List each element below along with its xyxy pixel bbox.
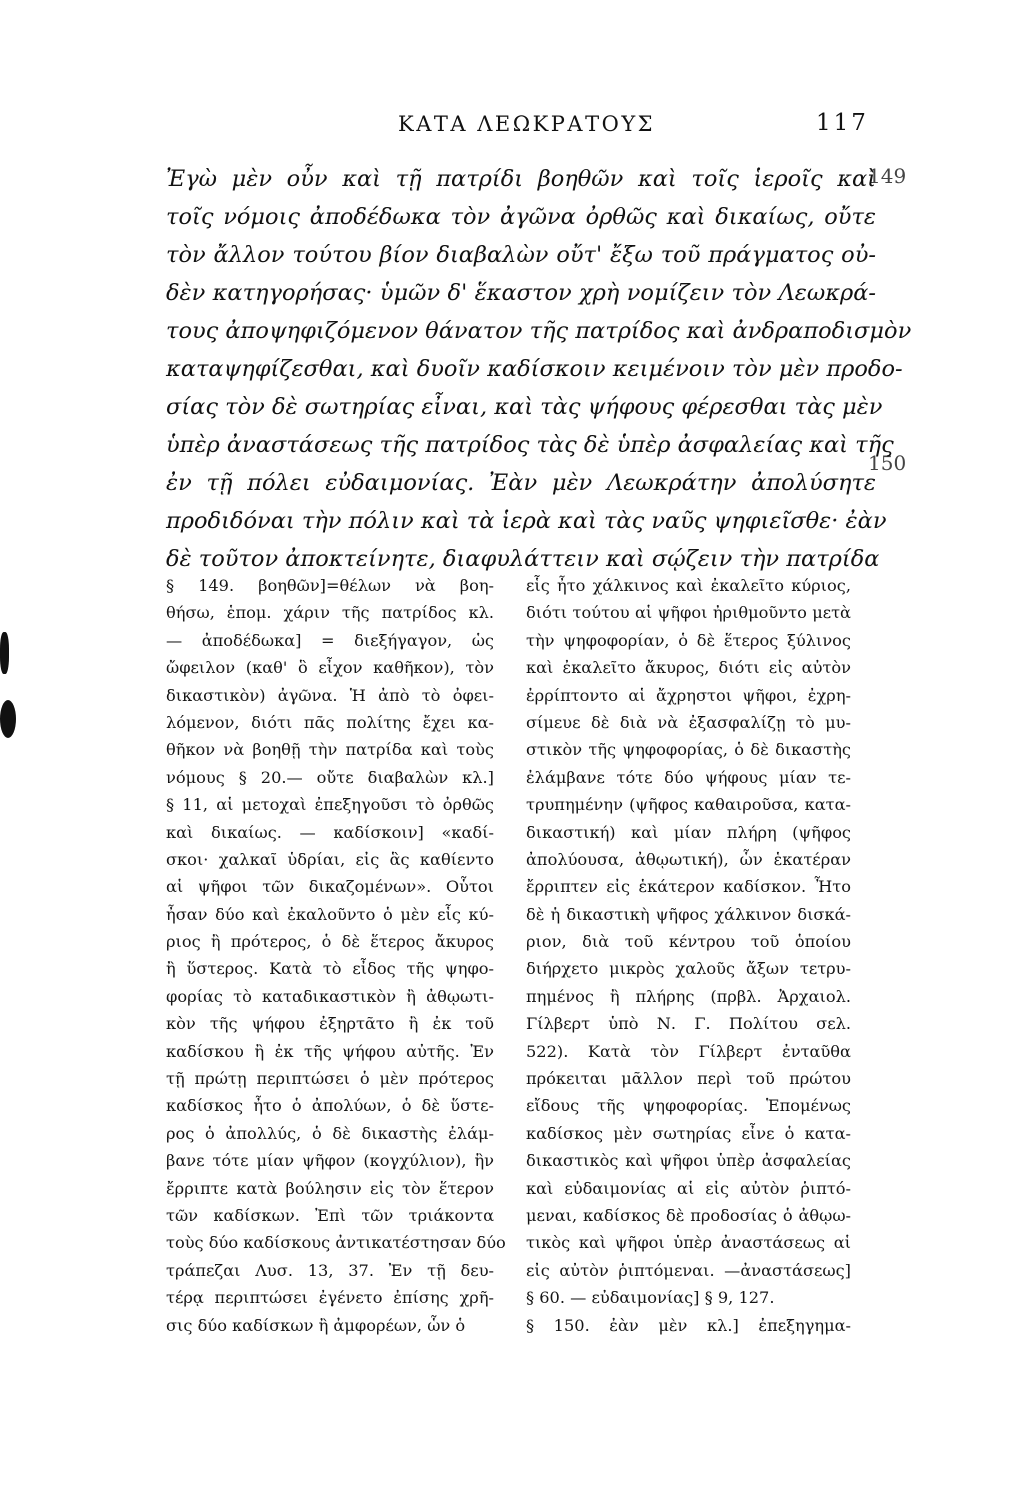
commentary-line: τρυπημένην (ψῆφος καθαιροῦσα, κατα- (526, 795, 851, 815)
commentary-line: ὤφειλον (καθ' ὃ εἶχον καθῆκον), τὸν (166, 658, 494, 678)
running-title: ΚΑΤΑ ΛΕΩΚΡΑΤΟΥΣ (398, 112, 656, 136)
text-line: Ἐγὼ μὲν οὖν καὶ τῇ πατρίδι βοηθῶν καὶ τοῖς ἱεροῖς καὶ (166, 166, 876, 192)
commentary-line: πρόκειται μᾶλλον περὶ τοῦ πρώτου (526, 1069, 851, 1089)
commentary-line: δὲ ἡ δικαστικὴ ψῆφος χάλκινον δισκά- (526, 904, 851, 924)
commentary-line: λόμενον, διότι πᾶς πολίτης ἔχει κα- (166, 712, 494, 732)
commentary-left-column (166, 572, 506, 1339)
commentary-line: διήρχετο μικρὸς χαλοῦς ἄξων τετρυ- (526, 959, 851, 979)
commentary-line: ριον, διὰ τοῦ κέντρου τοῦ ὁποίου (526, 932, 851, 952)
commentary-right-column (526, 572, 851, 1339)
margin-section-number: 149 (868, 164, 907, 188)
text-line: τοῖς νόμοις ἀποδέδωκα τὸν ἀγῶνα ὀρθῶς καὶ δικαίως, οὔτε (166, 204, 876, 230)
commentary-line: τέρᾳ περιπτώσει ἐγένετο ἐπίσης χρῆ- (166, 1288, 494, 1308)
commentary-line: κὸν τῆς ψήφου ἐξηρτᾶτο ἢ ἐκ τοῦ (166, 1014, 494, 1034)
commentary-line: ἀπολύουσα, ἀθῳωτική), ὧν ἑκατέραν (526, 849, 851, 869)
text-line: καταψηφίζεσθαι, καὶ δυοῖν καδίσκοιν κειμένοιν τὸν μὲν προδο- (166, 356, 903, 382)
commentary-line: καδίσκος ἦτο ὁ ἀπολύων, ὁ δὲ ὕστε- (166, 1096, 494, 1116)
commentary-line: τοὺς δύο καδίσκους ἀντικατέστησαν δύο (166, 1233, 506, 1253)
commentary-line: θῆκον νὰ βοηθῇ τὴν πατρίδα καὶ τοὺς (166, 740, 494, 760)
commentary-line: τῶν καδίσκων. Ἐπὶ τῶν τριάκοντα (166, 1205, 494, 1225)
commentary-line: ρος ὁ ἀπολλύς, ὁ δὲ δικαστὴς ἐλάμ- (166, 1123, 494, 1143)
commentary-line: § 11, αἱ μετοχαὶ ἐπεξηγοῦσι τὸ ὀρθῶς (166, 795, 494, 815)
commentary-line: θήσω, ἑπομ. χάριν τῆς πατρίδος κλ. (166, 603, 494, 623)
text-line: ὑπὲρ ἀναστάσεως τῆς πατρίδος τὰς δὲ ὑπὲρ ἀσφαλείας καὶ τῆς (166, 432, 894, 458)
text-line: τὸν ἄλλον τούτου βίον διαβαλὼν οὔτ' ἔξω τοῦ πράγματος οὐ- (166, 242, 876, 268)
commentary-line: σις δύο καδίσκων ἢ ἀμφορέων, ὧν ὁ (166, 1315, 466, 1335)
text-line: ἐν τῇ πόλει εὐδαιμονίας. Ἐὰν μὲν Λεωκράτην ἀπολύσητε (166, 470, 876, 496)
commentary-line: καδίσκος μὲν σωτηρίας εἶνε ὁ κατα- (526, 1123, 851, 1143)
commentary-line: τῇ πρώτῃ περιπτώσει ὁ μὲν πρότερος (166, 1069, 494, 1089)
commentary-line: § 60. — εὐδαιμονίας] § 9, 127. (526, 1288, 775, 1308)
commentary-line: σκοι· χαλκαῖ ὑδρίαι, εἰς ἃς καθίεντο (166, 849, 494, 869)
commentary-line: ριος ἢ πρότερος, ὁ δὲ ἕτερος ἄκυρος (166, 932, 494, 952)
commentary-line: δικαστικὸν) ἀγῶνα. Ἡ ἀπὸ τὸ ὀφει- (166, 685, 494, 705)
commentary-line: Γίλβερτ ὑπὸ Ν. Γ. Πολίτου σελ. (526, 1014, 851, 1034)
text-line: τους ἀποψηφιζόμενον θάνατον τῆς πατρίδος καὶ ἀνδραποδισμὸν (166, 318, 912, 344)
commentary-line: τράπεζαι Λυσ. 13, 37. Ἐν τῇ δευ- (166, 1260, 494, 1280)
commentary-line: φορίας τὸ καταδικαστικὸν ἢ ἀθῳωτι- (166, 986, 494, 1006)
commentary-line: δικαστική) καὶ μίαν πλήρη (ψῆφος (526, 822, 851, 842)
commentary-line: καὶ εὐδαιμονίας αἱ εἰς αὐτὸν ῥιπτό- (526, 1178, 851, 1198)
margin-section-number: 150 (868, 451, 907, 475)
commentary-line: βανε τότε μίαν ψῆφον (κογχύλιον), ἣν (166, 1151, 494, 1171)
text-line: δὲ τοῦτον ἀποκτείνητε, διαφυλάττειν καὶ σῴζειν τὴν πατρίδα (166, 546, 880, 572)
commentary-line: εἴδους τῆς ψηφοφορίας. Ἑπομένως (526, 1096, 851, 1116)
commentary-line: εἷς ἦτο χάλκινος καὶ ἐκαλεῖτο κύριος, (526, 576, 851, 595)
commentary-line: ἦσαν δύο καὶ ἐκαλοῦντο ὁ μὲν εἷς κύ- (166, 904, 494, 924)
commentary-line: δικαστικὸς καὶ ψῆφοι ὑπὲρ ἀσφαλείας (526, 1151, 851, 1171)
commentary-line: — ἀποδέδωκα] = διεξήγαγον, ὡς (166, 630, 494, 650)
commentary-line: ἢ ὕστερος. Κατὰ τὸ εἶδος τῆς ψηφο- (166, 959, 494, 979)
commentary-line: ἔρριπτε κατὰ βούλησιν εἰς τὸν ἕτερον (166, 1178, 494, 1198)
commentary-line: τὴν ψηφοφορίαν, ὁ δὲ ἕτερος ξύλινος (526, 630, 851, 650)
commentary-line: 522). Κατὰ τὸν Γίλβερτ ἐνταῦθα (526, 1041, 851, 1061)
commentary-line: ἔρριπτεν εἰς ἑκάτερον καδίσκον. Ἦτο (526, 877, 851, 897)
page-number: 117 (816, 110, 869, 136)
commentary-line: § 149. βοηθῶν]=θέλων νὰ βοη- (166, 576, 494, 595)
commentary-line: νόμους § 20.— οὔτε διαβαλὼν κλ.] (166, 767, 494, 787)
commentary-line: εἰς αὐτὸν ῥιπτόμεναι. —ἀναστάσεως] (526, 1260, 851, 1280)
commentary-line: τικὸς καὶ ψῆφοι ὑπὲρ ἀναστάσεως αἱ (526, 1233, 851, 1253)
commentary-line: πημένος ἢ πλήρης (πρβλ. Ἀρχαιολ. (526, 986, 851, 1006)
commentary-line: ἐλάμβανε τότε δύο ψήφους μίαν τε- (526, 767, 851, 787)
text-line: προδιδόναι τὴν πόλιν καὶ τὰ ἱερὰ καὶ τὰς ναῦς ψηφιεῖσθε· ἐὰν (166, 508, 887, 534)
scan-blot (0, 700, 16, 738)
page-header (0, 112, 1026, 146)
commentary-line: μεναι, καδίσκος δὲ προδοσίας ὁ ἀθῳω- (526, 1205, 851, 1225)
commentary-line: § 150. ἐὰν μὲν κλ.] ἐπεξηγημα- (526, 1315, 851, 1335)
commentary-line: σίμευε δὲ διὰ νὰ ἐξασφαλίζῃ τὸ μυ- (526, 712, 851, 732)
text-line: σίας τὸν δὲ σωτηρίας εἶναι, καὶ τὰς ψήφους φέρεσθαι τὰς μὲν (166, 394, 883, 420)
commentary-line: καδίσκου ἢ ἐκ τῆς ψήφου αὐτῆς. Ἐν (166, 1041, 494, 1061)
commentary-line: αἱ ψῆφοι τῶν δικαζομένων». Οὗτοι (166, 877, 494, 897)
commentary-line: ἐρρίπτοντο αἱ ἄχρηστοι ψῆφοι, ἐχρη- (526, 685, 851, 705)
text-line: δὲν κατηγορήσας· ὑμῶν δ' ἕκαστον χρὴ νομίζειν τὸν Λεωκρά- (166, 280, 876, 306)
commentary-line: διότι τούτου αἱ ψῆφοι ἠριθμοῦντο μετὰ (526, 603, 851, 623)
commentary-line: καὶ δικαίως. — καδίσκοιν] «καδί- (166, 822, 494, 842)
commentary-line: καὶ ἐκαλεῖτο ἄκυρος, διότι εἰς αὐτὸν (526, 658, 851, 678)
scan-blot (0, 632, 9, 674)
commentary-line: στικὸν τῆς ψηφοφορίας, ὁ δὲ δικαστὴς (526, 740, 851, 760)
